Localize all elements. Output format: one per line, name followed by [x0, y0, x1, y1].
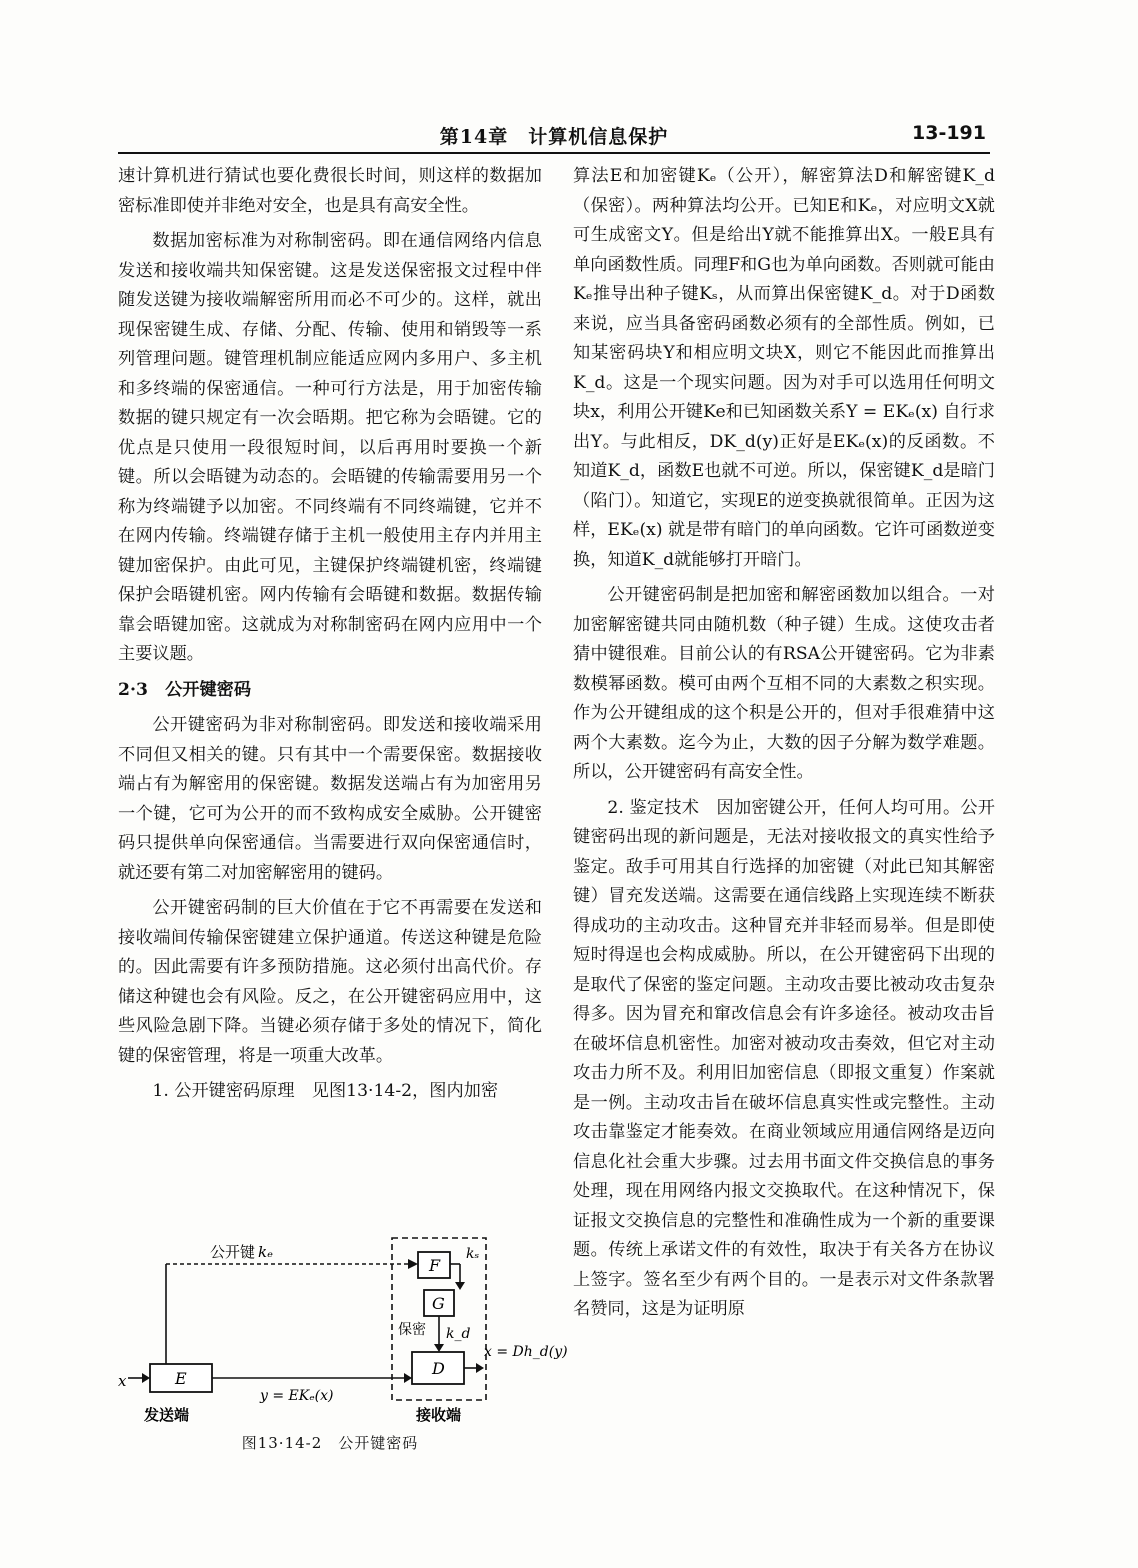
paragraph: 2. 鉴定技术 因加密键公开，任何人均可用。公开键密码出现的新问题是，无法对接收报文的真实性给予鉴定。敌手可用其自行选择的加密键（对此已知其解密键）冒充发送端。这需要在通信线路上实现连续不断获得成功的主动攻击。这种冒充并非轻而易举。但是即使短时得逞也会构成威胁。所以，在公开键密码下出现的是取代了保密的鉴定问题。主动攻击要比被动攻击复杂得多。因为冒充和窜改信息会有许多途径。被动攻击旨在破坏信息机密性。加密对被动攻击奏效，但它对主动攻击力所不及。利用旧加密信息（即报文重复）作案就是一例。主动攻击旨在破坏信息真实性或完整性。主动攻击靠鉴定才能奏效。在商业领域应用通信网络是迈向信息化社会重大步骤。过去用书面文件交换信息的事务处理，现在用网络内报文交换取代。在这种情况下，保证报文交换信息的完整性和准确性成为一个新的重要课题。传统上承诺文件的有效性，取决于有关各方在协议上签字。签名至少有两个目的。一是表示对文件条款署名赞同，这是为证明原 — [573, 797, 995, 1319]
receiver-label: 接收端 — [416, 1406, 462, 1424]
chapter-title: 第14章 计算机信息保护 — [439, 126, 669, 148]
paragraph: 数据加密标准为对称制密码。即在通信网络内信息发送和接收端共知保密键。这是发送保密报文过程中伴随发送键为接收端解密所用而必不可少的。这样，就出现保密键生成、存储、分配、传输、使用和销毁等一系列管理问题。键管理机制应能适应网内多用户、多主机和多终端的保密通信。一种可行方法是，用于加密传输数据的键只规定有一次会晤期。把它称为会晤键。它的优点是只使用一段很短时间，以后再用时要换一个新键。所以会晤键为动态的。会晤键的传输需要用另一个称为终端键予以加密。不同终端有不同终端键，它并不在网内传输。终端键存储于主机一般使用主存内并用主键加密保护。由此可见，主键保护终端键机密，终端键保护会晤键机密。网内传输有会晤键和数据。数据传输靠会晤键加密。这就成为对称制密码在网内应用中一个主要议题。 — [118, 231, 542, 664]
sender-label: 发送端 — [144, 1406, 190, 1424]
page-header — [118, 122, 990, 154]
arrowhead — [404, 1373, 412, 1383]
box-e-label: E — [175, 1369, 187, 1388]
output-label: x = Dh_d(y) — [484, 1344, 568, 1360]
section-heading: 2·3 公开键密码 — [118, 679, 252, 700]
arrowhead — [476, 1363, 484, 1373]
box-g-label: G — [432, 1294, 445, 1313]
right-column — [573, 162, 995, 1331]
arrowhead — [434, 1344, 444, 1352]
arrowhead — [408, 1259, 418, 1269]
arrowhead — [455, 1282, 465, 1290]
seed-key-label: kₛ — [466, 1246, 480, 1262]
page-number: 13-191 — [912, 122, 986, 144]
paragraph: 1. 公开键密码原理 见图13·14-2，图内加密 — [152, 1081, 499, 1101]
secret-label: 保密 — [398, 1322, 426, 1338]
figure-caption: 图13·14-2 公开键密码 — [241, 1434, 419, 1452]
left-column — [118, 162, 542, 1113]
box-f-label: F — [429, 1256, 441, 1275]
input-x-label: x — [118, 1372, 127, 1390]
paragraph: 公开键密码制的巨大价值在于它不再需要在发送和接收端间传输保密键建立保护通道。传送这种键是危险的。因此需要有许多预防措施。这必须付出高代价。存储这种键也会有风险。反之，在公开键密码应用中，这些风险急剧下降。当键必须存储于多处的情况下，简化键的保密管理，将是一项重大改革。 — [118, 898, 542, 1066]
paragraph: 速计算机进行猜试也要化费很长时间，则这样的数据加密标准即使并非绝对安全，也是具有高安全性。 — [118, 166, 542, 216]
public-key-symbol: kₑ — [258, 1243, 273, 1261]
cipher-label: y = EKₑ(x) — [260, 1388, 334, 1404]
paragraph: 算法E和加密键Kₑ（公开），解密算法D和解密键K_d（保密）。两种算法均公开。已知E和Kₑ，对应明文X就可生成密文Y。但是给出Y就不能推算出X。一般E具有单向函数性质。同理F和G也为单向函数。否则就可能由Kₑ推导出种子键Kₛ，从而算出保密键K_d。对于D函数来说，应当具备密码函数必须有的全部性质。例如，已知某密码块Y和相应明文块X，则它不能因此而推算出K_d。这是一个现实问题。因为对手可以选用任何明文块x，利用公开键Ke和已知函数关系Y = EKₑ(x) 自行求出Y。与此相反，DK_d(y)正好是EKₑ(x)的反函数。不知道K_d，函数E也就不可逆。所以，保密键K_d是暗门（陷门）。知道它，实现E的逆变换就很简单。正因为这样，EKₑ(x) 就是带有暗门的单向函数。它许可函数逆变换，知道K_d就能够打开暗门。 — [573, 166, 995, 570]
paragraph: 公开键密码制是把加密和解密函数加以组合。一对加密解密键共同由随机数（种子键）生成。这使攻击者猜中键很难。目前公认的有RSA公开键密码。它为非素数模幂函数。模可由两个互相不同的大素数之积实现。作为公开键组成的这个积是公开的，但对手很难猜中这两个大素数。迄今为止，大数的因子分解为数学难题。所以，公开键密码有高安全性。 — [573, 585, 995, 782]
box-d-label: D — [432, 1359, 445, 1378]
arrowhead — [142, 1373, 150, 1383]
public-key-label: 公开键 — [210, 1243, 256, 1261]
private-key-label: k_d — [446, 1326, 471, 1342]
diagram-svg — [118, 1228, 568, 1428]
paragraph: 公开键密码为非对称制密码。即发送和接收端采用不同但又相关的键。只有其中一个需要保密。数据接收端占有为解密用的保密键。数据发送端占有为加密用另一个键，它可为公开的而不致构成安全威胁。公开键密码只提供单向保密通信。当需要进行双向保密通信时，就还要有第二对加密解密用的键码。 — [118, 715, 542, 883]
